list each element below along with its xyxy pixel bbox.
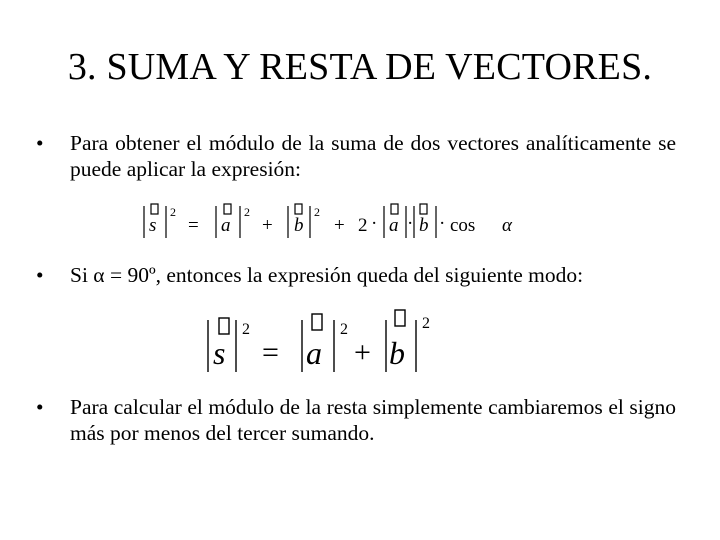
symbol-a: a [306, 335, 322, 371]
symbol-b: b [294, 215, 304, 236]
symbol-a: a [389, 215, 399, 236]
exponent: 2 [170, 205, 176, 219]
dot-operator: · [407, 213, 414, 234]
slide-title: 3. SUMA Y RESTA DE VECTORES. [67, 46, 653, 88]
bullet-text: Para calcular el módulo de la resta simplemente cambiaremos el signo más por menos del tercer sumando. [70, 395, 676, 445]
dot-operator: · [439, 213, 446, 234]
bullet-item-sum-expression [36, 130, 676, 182]
formula-right-angle-sum [200, 306, 440, 380]
symbol-s: s [213, 335, 226, 371]
plus-sign: + [354, 336, 371, 369]
vector-arrow-icon [151, 204, 158, 214]
vector-arrow-icon [295, 204, 302, 214]
coefficient-two: 2 [358, 215, 368, 236]
vector-arrow-icon [391, 204, 398, 214]
bullet-item-subtraction [36, 394, 676, 446]
symbol-b: b [419, 215, 429, 236]
symbol-a: a [221, 215, 231, 236]
cos-function: cos [450, 215, 476, 236]
exponent: 2 [314, 205, 320, 219]
dot-operator: · [371, 213, 378, 234]
vector-arrow-icon [395, 310, 405, 326]
bullet-symbol: • [36, 263, 44, 287]
vector-arrow-icon [420, 204, 427, 214]
bullet-text: Si α = 90º, entonces la expresión queda del siguiente modo: [70, 263, 584, 287]
bullet-text: Para obtener el módulo de la suma de dos vectores analíticamente se puede aplicar la expresión: [70, 131, 676, 181]
exponent: 2 [244, 205, 250, 219]
symbol-alpha: α [502, 215, 512, 236]
symbol-b: b [389, 335, 405, 371]
equals-sign: = [262, 336, 279, 369]
exponent: 2 [340, 321, 348, 338]
bullet-symbol: • [36, 395, 44, 419]
equals-sign: = [188, 215, 199, 236]
exponent: 2 [242, 321, 250, 338]
formula-sum-magnitude [140, 200, 530, 244]
bullet-item-right-angle [36, 262, 676, 288]
vector-arrow-icon [312, 314, 322, 330]
plus-sign: + [334, 215, 345, 236]
symbol-s: s [149, 215, 157, 236]
exponent: 2 [422, 315, 430, 332]
plus-sign: + [262, 215, 273, 236]
vector-arrow-icon [224, 204, 231, 214]
bullet-symbol: • [36, 131, 44, 155]
vector-arrow-icon [219, 318, 229, 334]
